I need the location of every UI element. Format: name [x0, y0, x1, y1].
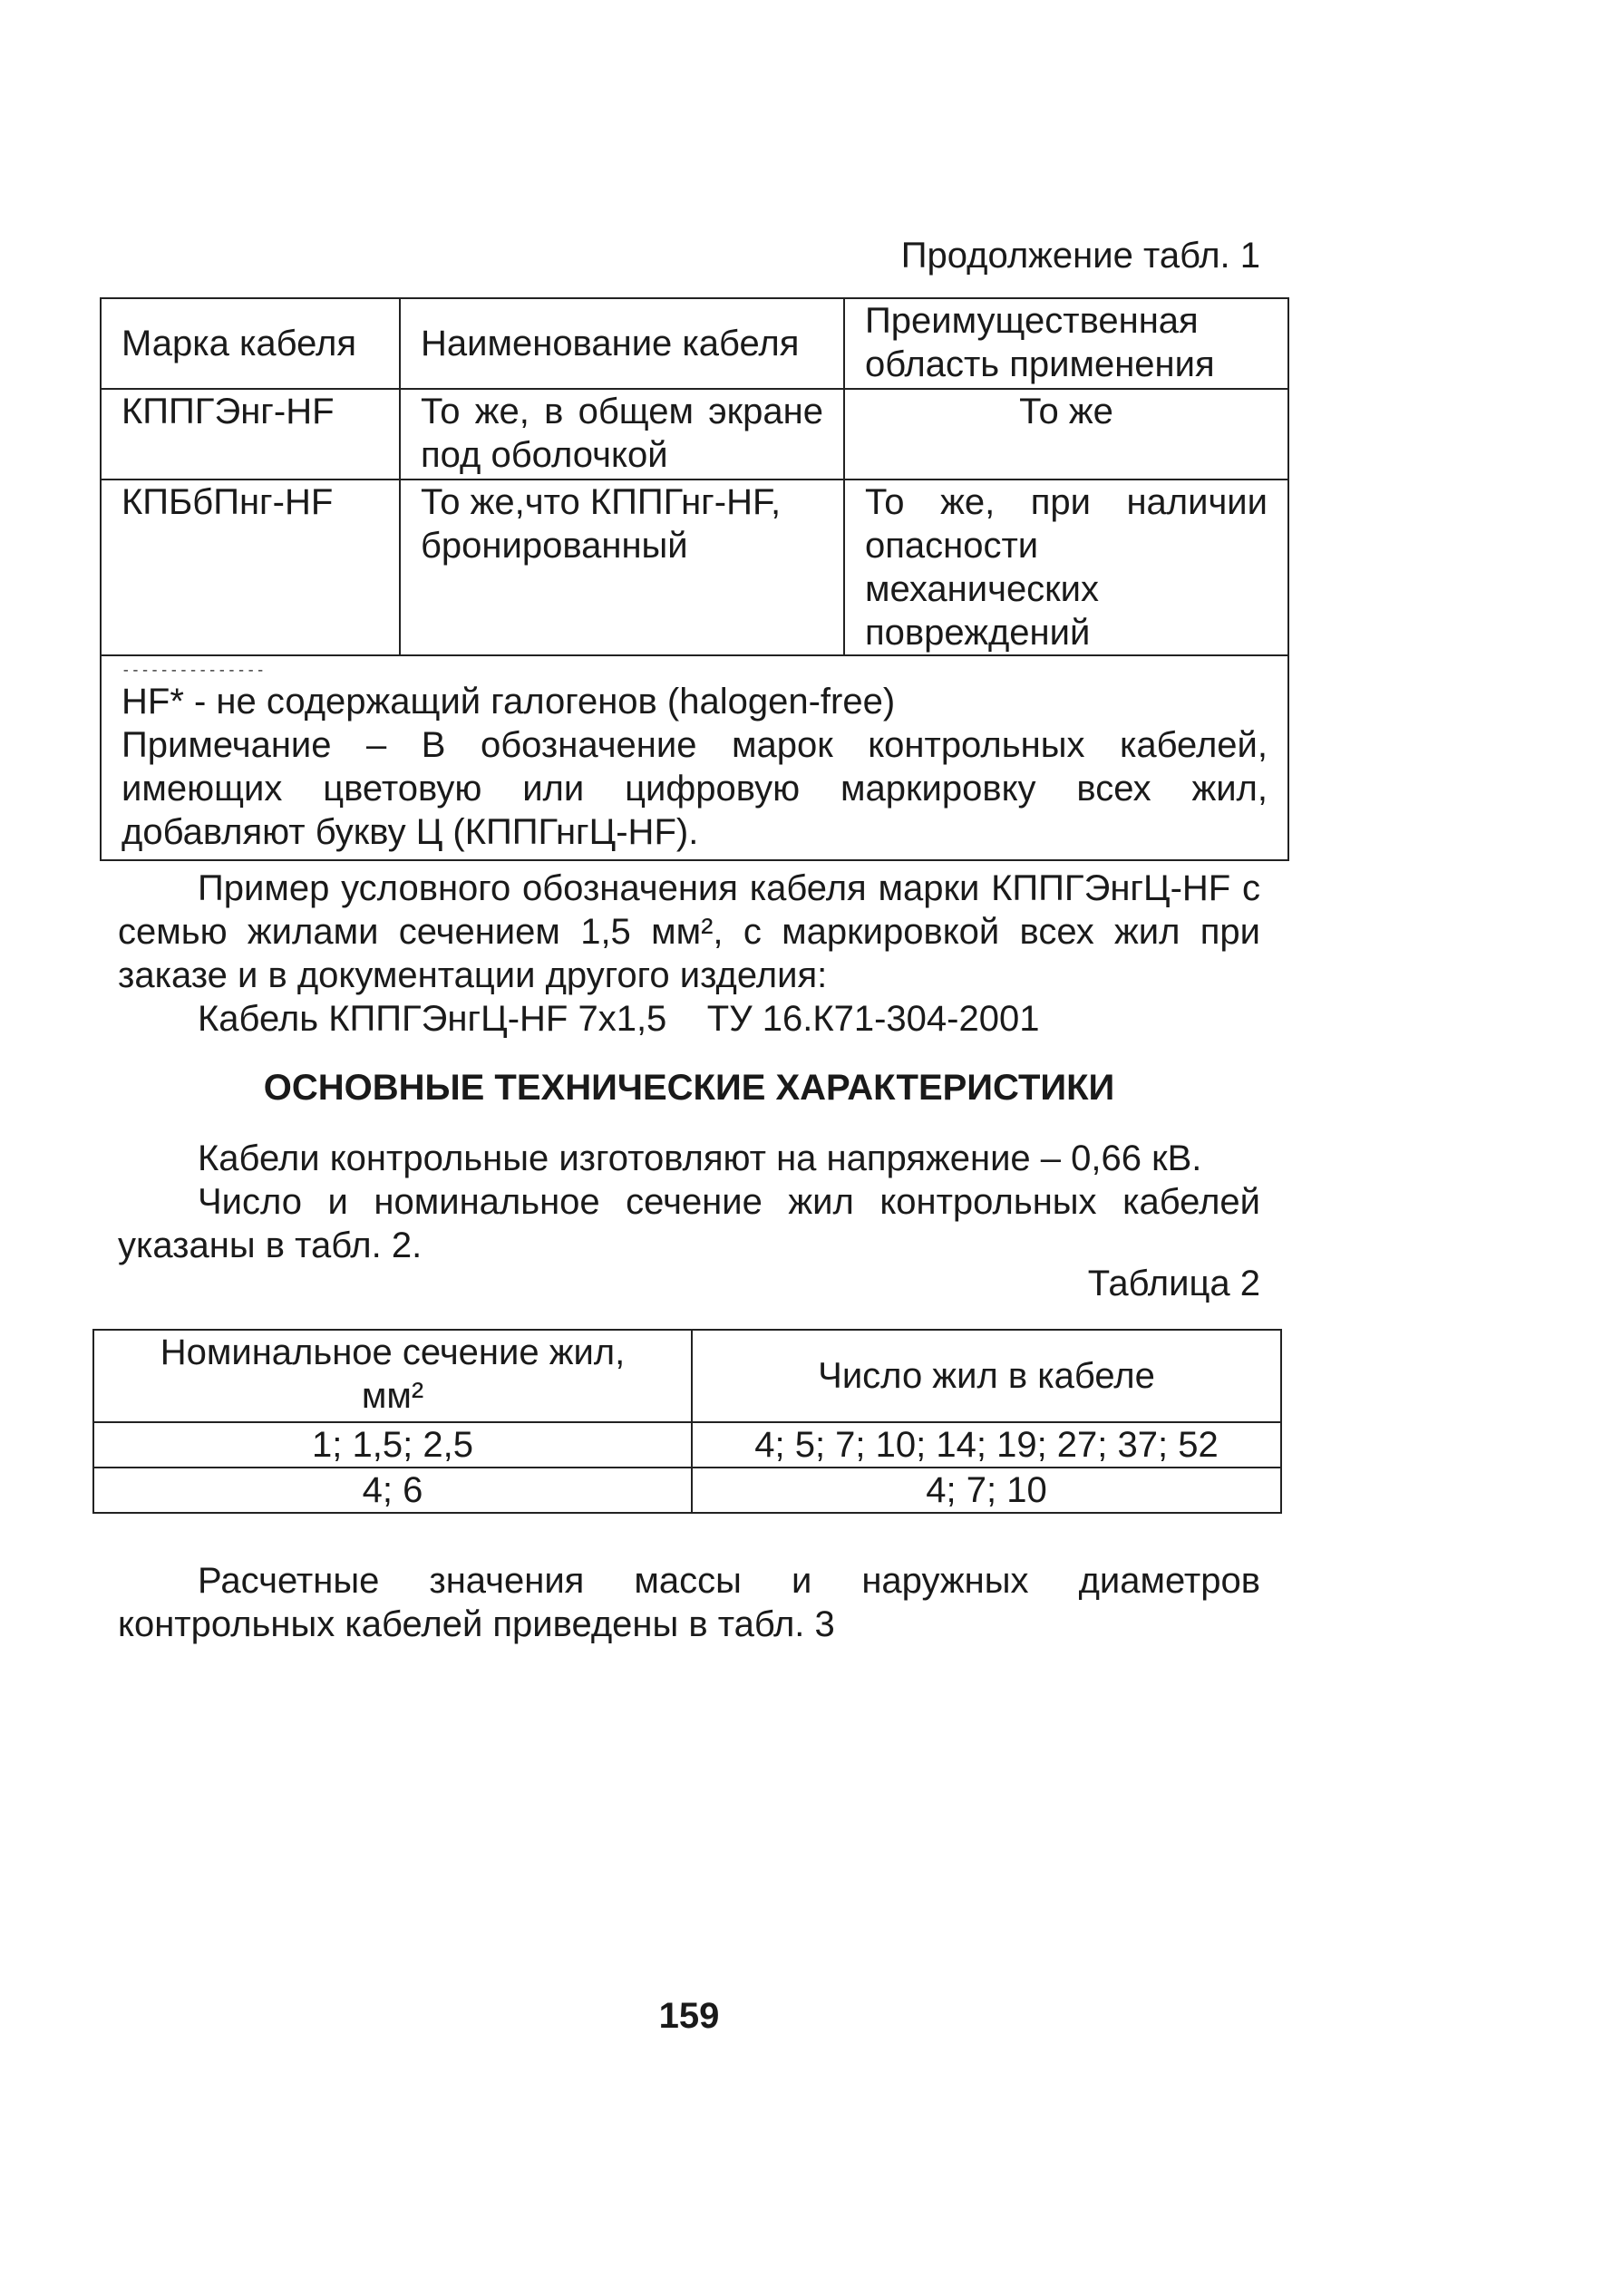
table2-header-count: Число жил в кабеле — [692, 1330, 1281, 1422]
table1-cell-area: То же, при наличии опасности механических повреждений — [844, 480, 1288, 655]
table1-cell-mark: КППГЭнг-HF — [101, 389, 400, 480]
table-row — [101, 480, 1288, 655]
table1-cell-area: То же — [844, 389, 1288, 480]
table2-cell-section: 4; 6 — [93, 1468, 692, 1513]
table1-cell-mark: КПБбПнг-HF — [101, 480, 400, 655]
table-row — [93, 1422, 1281, 1468]
footnote-rule: --------------- — [121, 663, 267, 679]
table-row — [101, 389, 1288, 480]
table2 — [92, 1329, 1282, 1514]
table1-cell-name: То же,что КППГнг-HF, бронированный — [400, 480, 844, 655]
footnote-text: HF* - не содержащий галогенов (halogen-free) — [121, 682, 896, 722]
table1-footnote-cell — [101, 655, 1288, 860]
table1-header-name: Наименование кабеля — [400, 298, 844, 389]
table-row — [93, 1468, 1281, 1513]
table1 — [100, 297, 1289, 861]
section-heading: ОСНОВНЫЕ ТЕХНИЧЕСКИЕ ХАРАКТЕРИСТИКИ — [263, 1068, 1115, 1108]
table1-note: Примечание – В обозначение марок контрольных кабелей, имеющих цветовую или цифровую маркировку всех жил, добавляют букву Ц (КППГнгЦ-HF). — [121, 725, 1268, 852]
table2-header-section: Номинальное сечение жил, мм² — [93, 1330, 692, 1422]
section-paragraph-2: Число и номинальное сечение жил контрольных кабелей указаны в табл. 2. — [118, 1182, 1260, 1265]
table1-header-mark: Марка кабеля — [101, 298, 400, 389]
closing-paragraph: Расчетные значения массы и наружных диаметров контрольных кабелей приведены в табл. 3 — [118, 1561, 1260, 1644]
table2-cell-count: 4; 7; 10 — [692, 1468, 1281, 1513]
example-designation: Кабель КППГЭнгЦ-HF 7х1,5 ТУ 16.К71-304-2001 — [198, 999, 1040, 1039]
table2-cell-section: 1; 1,5; 2,5 — [93, 1422, 692, 1468]
table2-caption: Таблица 2 — [1087, 1264, 1260, 1303]
table1-header-area: Преимущественная область применения — [844, 298, 1288, 389]
table1-footnote-row — [101, 655, 1288, 860]
page-number: 159 — [658, 1996, 720, 2036]
table2-cell-count: 4; 5; 7; 10; 14; 19; 27; 37; 52 — [692, 1422, 1281, 1468]
example-paragraph: Пример условного обозначения кабеля марки КППГЭнгЦ-HF с семью жилами сечением 1,5 мм², с маркировкой всех жил при заказе и в документации другого изделия: — [118, 868, 1260, 995]
table1-cell-name: То же, в общем экране под оболочкой — [400, 389, 844, 480]
table2-header-row — [93, 1330, 1281, 1422]
table1-caption: Продолжение табл. 1 — [900, 236, 1260, 276]
table1-header-row — [101, 298, 1288, 389]
section-paragraph-1: Кабели контрольные изготовляют на напряжение – 0,66 кВ. — [198, 1138, 1202, 1178]
